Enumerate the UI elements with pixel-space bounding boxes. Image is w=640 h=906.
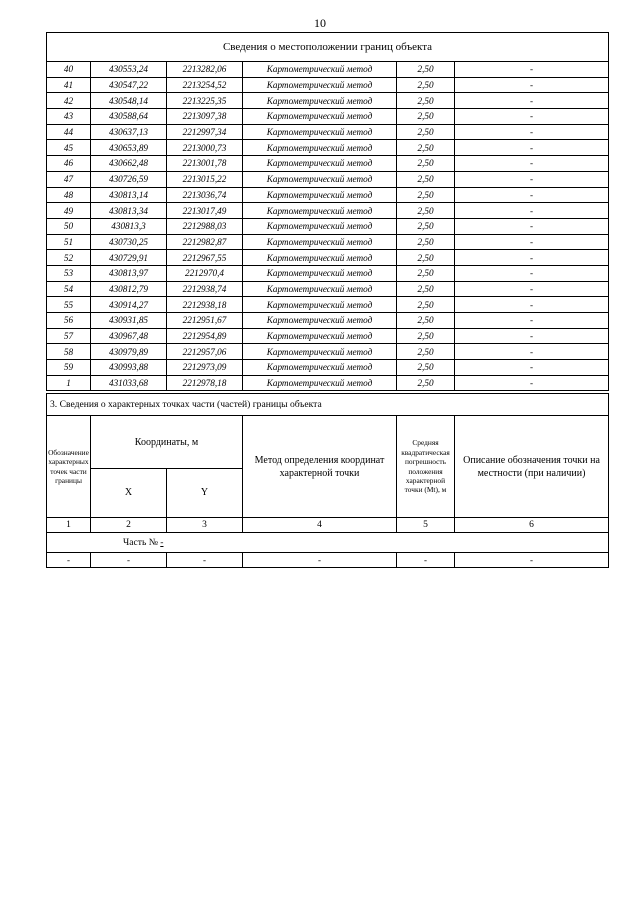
method-cell: Картометрический метод bbox=[243, 328, 397, 344]
header-x: X bbox=[91, 469, 167, 518]
coord-x: 430553,24 bbox=[91, 62, 167, 78]
table-row bbox=[47, 250, 609, 266]
method-cell: Картометрический метод bbox=[243, 344, 397, 360]
coord-y: 2212938,74 bbox=[167, 281, 243, 297]
accuracy-cell: 2,50 bbox=[397, 93, 455, 109]
table-row bbox=[47, 62, 609, 78]
coord-y: 2212951,67 bbox=[167, 313, 243, 329]
accuracy-cell: 2,50 bbox=[397, 250, 455, 266]
accuracy-cell: 2,50 bbox=[397, 281, 455, 297]
point-number: 55 bbox=[47, 297, 91, 313]
coord-y: 2212938,18 bbox=[167, 297, 243, 313]
point-number: 48 bbox=[47, 187, 91, 203]
header-accuracy: Средняя квадратическая погрешность положения характерной точки (Mt), м bbox=[397, 416, 455, 518]
coord-x: 430812,79 bbox=[91, 281, 167, 297]
coord-y: 2213282,06 bbox=[167, 62, 243, 78]
description-cell: - bbox=[455, 124, 609, 140]
part-value: - bbox=[160, 536, 164, 548]
coord-y: 2213000,73 bbox=[167, 140, 243, 156]
empty-cell: - bbox=[167, 553, 243, 568]
coord-y: 2213017,49 bbox=[167, 203, 243, 219]
table-row bbox=[47, 124, 609, 140]
header-coordinates: Координаты, м bbox=[91, 416, 243, 469]
table-row bbox=[47, 109, 609, 125]
method-cell: Картометрический метод bbox=[243, 234, 397, 250]
coord-x: 430813,3 bbox=[91, 218, 167, 234]
part-label-row bbox=[47, 533, 609, 553]
description-cell: - bbox=[455, 218, 609, 234]
column-number: 2 bbox=[91, 518, 167, 533]
point-number: 50 bbox=[47, 218, 91, 234]
coord-y: 2213225,35 bbox=[167, 93, 243, 109]
coord-y: 2212954,89 bbox=[167, 328, 243, 344]
header-description: Описание обозначения точки на местности (при наличии) bbox=[455, 416, 609, 518]
empty-cell: - bbox=[91, 553, 167, 568]
column-number: 4 bbox=[243, 518, 397, 533]
table-row bbox=[47, 187, 609, 203]
point-number: 44 bbox=[47, 124, 91, 140]
accuracy-cell: 2,50 bbox=[397, 375, 455, 391]
description-cell: - bbox=[455, 62, 609, 78]
accuracy-cell: 2,50 bbox=[397, 328, 455, 344]
method-cell: Картометрический метод bbox=[243, 313, 397, 329]
accuracy-cell: 2,50 bbox=[397, 140, 455, 156]
method-cell: Картометрический метод bbox=[243, 281, 397, 297]
coord-y: 2213254,52 bbox=[167, 77, 243, 93]
section3-title: 3. Сведения о характерных точках части (частей) границы объекта bbox=[47, 394, 609, 416]
method-cell: Картометрический метод bbox=[243, 360, 397, 376]
point-number: 56 bbox=[47, 313, 91, 329]
accuracy-cell: 2,50 bbox=[397, 360, 455, 376]
coord-x: 430979,89 bbox=[91, 344, 167, 360]
empty-cell: - bbox=[455, 553, 609, 568]
description-cell: - bbox=[455, 328, 609, 344]
table-row bbox=[47, 375, 609, 391]
coord-x: 430914,27 bbox=[91, 297, 167, 313]
coord-y: 2213001,78 bbox=[167, 156, 243, 172]
description-cell: - bbox=[455, 344, 609, 360]
point-number: 58 bbox=[47, 344, 91, 360]
point-number: 46 bbox=[47, 156, 91, 172]
coord-y: 2213097,38 bbox=[167, 109, 243, 125]
coord-x: 430813,14 bbox=[91, 187, 167, 203]
description-cell: - bbox=[455, 297, 609, 313]
coord-x: 430547,22 bbox=[91, 77, 167, 93]
description-cell: - bbox=[455, 234, 609, 250]
table-row bbox=[47, 203, 609, 219]
point-number: 59 bbox=[47, 360, 91, 376]
accuracy-cell: 2,50 bbox=[397, 234, 455, 250]
description-cell: - bbox=[455, 265, 609, 281]
method-cell: Картометрический метод bbox=[243, 77, 397, 93]
description-cell: - bbox=[455, 77, 609, 93]
coord-y: 2212988,03 bbox=[167, 218, 243, 234]
description-cell: - bbox=[455, 313, 609, 329]
point-number: 54 bbox=[47, 281, 91, 297]
accuracy-cell: 2,50 bbox=[397, 171, 455, 187]
description-cell: - bbox=[455, 187, 609, 203]
header-y: Y bbox=[167, 469, 243, 518]
empty-cell: - bbox=[47, 553, 91, 568]
accuracy-cell: 2,50 bbox=[397, 156, 455, 172]
method-cell: Картометрический метод bbox=[243, 250, 397, 266]
accuracy-cell: 2,50 bbox=[397, 265, 455, 281]
empty-cell: - bbox=[243, 553, 397, 568]
description-cell: - bbox=[455, 250, 609, 266]
coord-x: 430653,89 bbox=[91, 140, 167, 156]
accuracy-cell: 2,50 bbox=[397, 77, 455, 93]
coord-x: 430729,91 bbox=[91, 250, 167, 266]
table-row bbox=[47, 265, 609, 281]
coord-x: 430588,64 bbox=[91, 109, 167, 125]
point-number: 51 bbox=[47, 234, 91, 250]
coord-x: 431033,68 bbox=[91, 375, 167, 391]
method-cell: Картометрический метод bbox=[243, 124, 397, 140]
method-cell: Картометрический метод bbox=[243, 171, 397, 187]
coord-x: 430548,14 bbox=[91, 93, 167, 109]
coord-x: 430637,13 bbox=[91, 124, 167, 140]
point-number: 41 bbox=[47, 77, 91, 93]
method-cell: Картометрический метод bbox=[243, 375, 397, 391]
point-number: 40 bbox=[47, 62, 91, 78]
method-cell: Картометрический метод bbox=[243, 265, 397, 281]
empty-cell: - bbox=[397, 553, 455, 568]
point-number: 43 bbox=[47, 109, 91, 125]
point-number: 1 bbox=[47, 375, 91, 391]
table-row bbox=[47, 156, 609, 172]
page-number: 10 bbox=[314, 16, 326, 30]
column-number: 3 bbox=[167, 518, 243, 533]
column-number: 5 bbox=[397, 518, 455, 533]
description-cell: - bbox=[455, 140, 609, 156]
table-row bbox=[47, 360, 609, 376]
table-row bbox=[47, 93, 609, 109]
table-row bbox=[47, 328, 609, 344]
coord-y: 2212957,06 bbox=[167, 344, 243, 360]
column-number: 6 bbox=[455, 518, 609, 533]
accuracy-cell: 2,50 bbox=[397, 124, 455, 140]
table-row bbox=[47, 313, 609, 329]
accuracy-cell: 2,50 bbox=[397, 62, 455, 78]
accuracy-cell: 2,50 bbox=[397, 344, 455, 360]
accuracy-cell: 2,50 bbox=[397, 203, 455, 219]
point-number: 57 bbox=[47, 328, 91, 344]
method-cell: Картометрический метод bbox=[243, 109, 397, 125]
point-number: 45 bbox=[47, 140, 91, 156]
coord-y: 2213036,74 bbox=[167, 187, 243, 203]
boundary-coordinates-table bbox=[46, 32, 609, 391]
method-cell: Картометрический метод bbox=[243, 93, 397, 109]
description-cell: - bbox=[455, 171, 609, 187]
point-number: 47 bbox=[47, 171, 91, 187]
description-cell: - bbox=[455, 360, 609, 376]
coord-y: 2213015,22 bbox=[167, 171, 243, 187]
method-cell: Картометрический метод bbox=[243, 140, 397, 156]
accuracy-cell: 2,50 bbox=[397, 109, 455, 125]
coord-x: 430662,48 bbox=[91, 156, 167, 172]
coord-y: 2212982,87 bbox=[167, 234, 243, 250]
description-cell: - bbox=[455, 375, 609, 391]
method-cell: Картометрический метод bbox=[243, 62, 397, 78]
method-cell: Картометрический метод bbox=[243, 156, 397, 172]
coord-y: 2212997,34 bbox=[167, 124, 243, 140]
method-cell: Картометрический метод bbox=[243, 187, 397, 203]
coord-y: 2212973,09 bbox=[167, 360, 243, 376]
description-cell: - bbox=[455, 93, 609, 109]
description-cell: - bbox=[455, 156, 609, 172]
coord-y: 2212978,18 bbox=[167, 375, 243, 391]
method-cell: Картометрический метод bbox=[243, 218, 397, 234]
coord-y: 2212970,4 bbox=[167, 265, 243, 281]
part-points-table bbox=[46, 393, 609, 568]
table-row bbox=[47, 140, 609, 156]
table-row bbox=[47, 218, 609, 234]
coord-x: 430813,97 bbox=[91, 265, 167, 281]
accuracy-cell: 2,50 bbox=[397, 218, 455, 234]
method-cell: Картометрический метод bbox=[243, 297, 397, 313]
accuracy-cell: 2,50 bbox=[397, 187, 455, 203]
point-number: 53 bbox=[47, 265, 91, 281]
header-designation: Обозначение характерных точек части границы bbox=[47, 416, 91, 518]
column-number: 1 bbox=[47, 518, 91, 533]
header-method: Метод определения координат характерной точки bbox=[243, 416, 397, 518]
point-number: 49 bbox=[47, 203, 91, 219]
table-row bbox=[47, 77, 609, 93]
coord-x: 430993,88 bbox=[91, 360, 167, 376]
description-cell: - bbox=[455, 281, 609, 297]
description-cell: - bbox=[455, 203, 609, 219]
table-row bbox=[47, 171, 609, 187]
part-label: Часть № bbox=[123, 536, 158, 548]
method-cell: Картометрический метод bbox=[243, 203, 397, 219]
coord-x: 430931,85 bbox=[91, 313, 167, 329]
section-title: Сведения о местоположении границ объекта bbox=[47, 33, 609, 62]
accuracy-cell: 2,50 bbox=[397, 297, 455, 313]
point-number: 52 bbox=[47, 250, 91, 266]
description-cell: - bbox=[455, 109, 609, 125]
table-row bbox=[47, 344, 609, 360]
table-row bbox=[47, 234, 609, 250]
coord-x: 430813,34 bbox=[91, 203, 167, 219]
point-number: 42 bbox=[47, 93, 91, 109]
coord-x: 430726,59 bbox=[91, 171, 167, 187]
table-row bbox=[47, 297, 609, 313]
coord-x: 430967,48 bbox=[91, 328, 167, 344]
coord-y: 2212967,55 bbox=[167, 250, 243, 266]
table-row bbox=[47, 281, 609, 297]
accuracy-cell: 2,50 bbox=[397, 313, 455, 329]
coord-x: 430730,25 bbox=[91, 234, 167, 250]
